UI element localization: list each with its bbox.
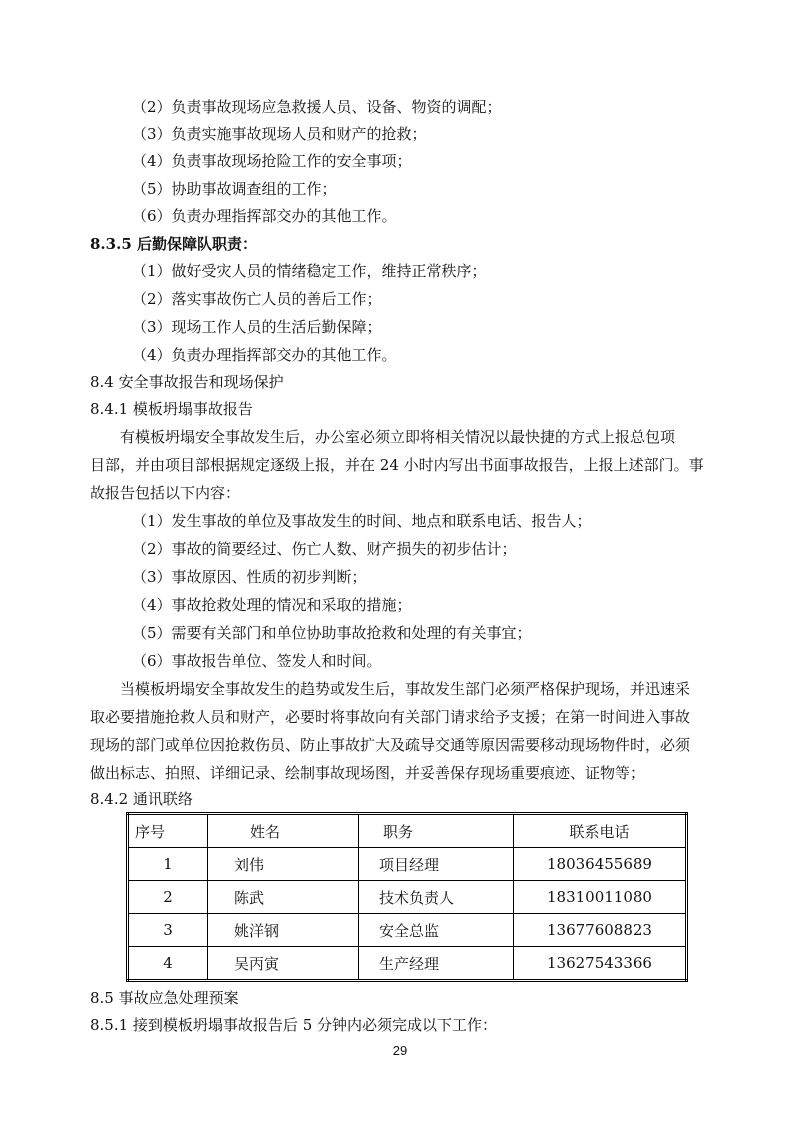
- duty-item: （1）做好受灾人员的情绪稳定工作，维持正常秩序；: [132, 262, 487, 280]
- cell-no: 2: [128, 881, 208, 914]
- paragraph-line: 故报告包括以下内容：: [90, 484, 241, 502]
- cell-name: 陈武: [208, 881, 359, 914]
- report-item: （1）发生事故的单位及事故发生的时间、地点和联系电话、报告人；: [132, 512, 592, 530]
- section-heading-835: 8.3.5 后勤保障队职责：: [90, 235, 257, 253]
- contacts-table: [126, 812, 688, 982]
- report-item: （6）事故报告单位、签发人和时间。: [132, 652, 382, 670]
- report-item: （5）需要有关部门和单位协助事故抢救和处理的有关事宜；: [132, 624, 532, 642]
- paragraph-line: 当模板坍塌安全事故发生的趋势或发生后，事故发生部门必须严格保护现场，并迅速采: [120, 680, 691, 698]
- paragraph-line: 取必要措施抢救人员和财产，必要时将事故向有关部门请求给予支援；在第一时间进入事故: [90, 708, 691, 726]
- duty-item: （2）落实事故伤亡人员的善后工作；: [132, 290, 382, 308]
- cell-phone: 18036455689: [514, 848, 687, 881]
- section-heading-842: 8.4.2 通讯联络: [90, 790, 193, 808]
- cell-no: 3: [128, 914, 208, 947]
- table-row: [128, 947, 687, 981]
- section-heading-84: 8.4 安全事故报告和现场保护: [90, 373, 284, 391]
- cell-no: 1: [128, 848, 208, 881]
- header-phone: 联系电话: [514, 814, 687, 848]
- section-heading-85: 8.5 事故应急处理预案: [90, 989, 239, 1007]
- report-item: （2）事故的简要经过、伤亡人数、财产损失的初步估计；: [132, 540, 517, 558]
- cell-title: 技术负责人: [359, 881, 514, 914]
- report-item: （4）事故抢救处理的情况和采取的措施；: [132, 596, 412, 614]
- duty-item: （3）现场工作人员的生活后勤保障；: [132, 318, 382, 336]
- table-row: [128, 914, 687, 947]
- paragraph-line: 有模板坍塌安全事故发生后，办公室必须立即将相关情况以最快捷的方式上报总包项: [120, 428, 676, 446]
- cell-name: 吴丙寅: [208, 947, 359, 981]
- cell-phone: 13627543366: [514, 947, 687, 981]
- duty-item: （4）负责办理指挥部交办的其他工作。: [132, 346, 397, 364]
- paragraph-line: 做出标志、拍照、详细记录、绘制事故现场图，并妥善保存现场重要痕迹、证物等；: [90, 764, 646, 782]
- duty-item: （5）协助事故调查组的工作；: [132, 180, 337, 198]
- table-row: [128, 881, 687, 914]
- table-header-row: [128, 814, 687, 848]
- table-row: [128, 848, 687, 881]
- section-heading-851: 8.5.1 接到模板坍塌事故报告后 5 分钟内必须完成以下工作：: [90, 1016, 498, 1034]
- header-title: 职务: [359, 814, 514, 848]
- cell-name: 姚洋钢: [208, 914, 359, 947]
- header-no: 序号: [128, 814, 208, 848]
- cell-phone: 18310011080: [514, 881, 687, 914]
- paragraph-line: 现场的部门或单位因抢救伤员、防止事故扩大及疏导交通等原因需要移动现场物件时，必须: [90, 736, 691, 754]
- paragraph-line: 目部，并由项目部根据规定逐级上报，并在 24 小时内写出书面事故报告，上报上述部门。事: [90, 456, 704, 474]
- duty-item: （3）负责实施事故现场人员和财产的抢救；: [132, 125, 427, 143]
- header-name: 姓名: [208, 814, 359, 848]
- cell-name: 刘伟: [208, 848, 359, 881]
- report-item: （3）事故原因、性质的初步判断；: [132, 568, 367, 586]
- page-number: 29: [392, 1043, 408, 1058]
- cell-no: 4: [128, 947, 208, 981]
- cell-title: 项目经理: [359, 848, 514, 881]
- cell-title: 安全总监: [359, 914, 514, 947]
- cell-title: 生产经理: [359, 947, 514, 981]
- section-heading-841: 8.4.1 模板坍塌事故报告: [90, 400, 253, 418]
- cell-phone: 13677608823: [514, 914, 687, 947]
- duty-item: （4）负责事故现场抢险工作的安全事项；: [132, 152, 412, 170]
- duty-item: （2）负责事故现场应急救援人员、设备、物资的调配；: [132, 98, 502, 116]
- duty-item: （6）负责办理指挥部交办的其他工作。: [132, 207, 397, 225]
